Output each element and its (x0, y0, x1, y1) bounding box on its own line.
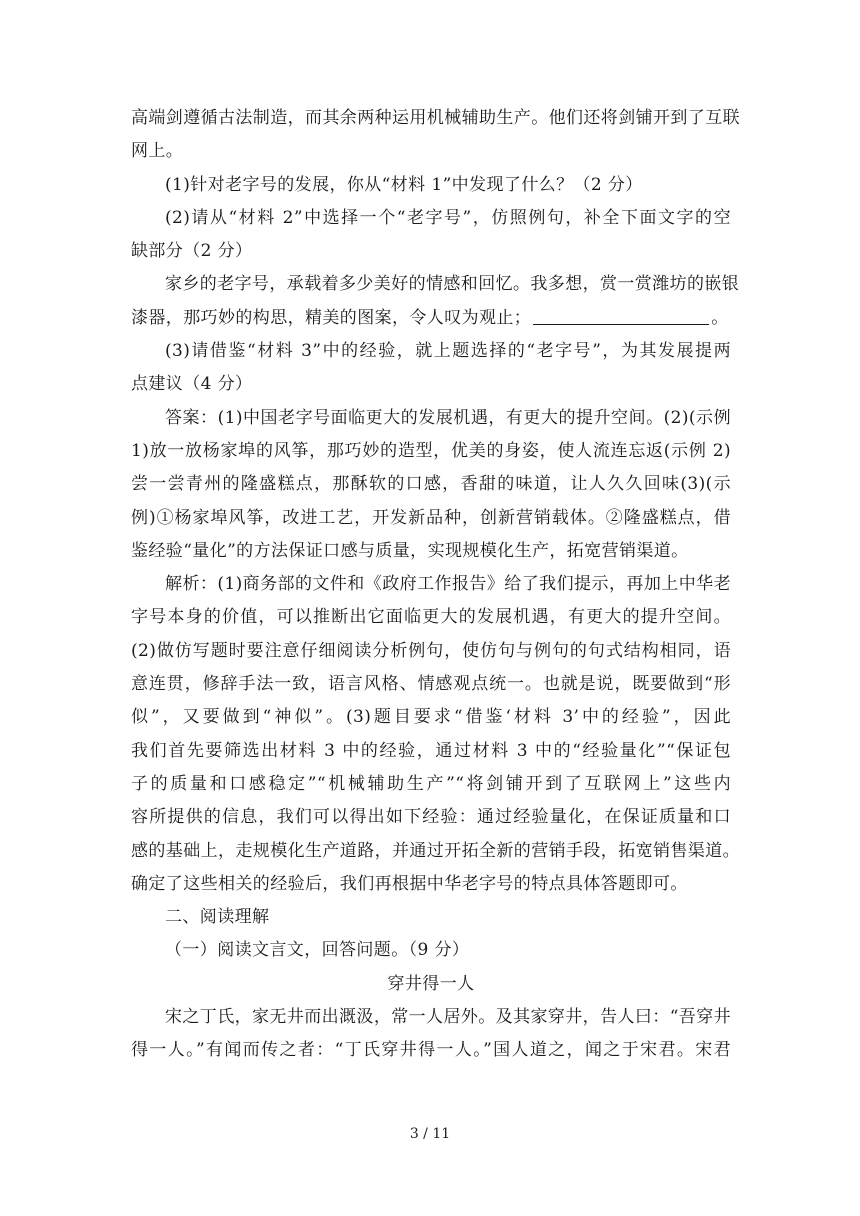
text-line: 缺部分（2 分） (131, 241, 253, 262)
text-line: 意连贯，修辞手法一致，语言风格、情感观点统一。也就是说，既要做到“形 (131, 674, 731, 695)
question-1: (1)针对老字号的发展，你从“材料 1”中发现了什么？（2 分） (165, 174, 643, 195)
passage-text: 宋之丁氏，家无井而出溉汲，常一人居外。及其家穿井，告人曰：“吾穿井 (165, 1007, 731, 1028)
section-heading: 二、阅读理解 (165, 907, 270, 928)
text-line: 得一人。”有闻而传之者：“丁氏穿井得一人。”国人道之，闻之于宋君。宋君 (131, 1040, 731, 1061)
page-number: 3 / 11 (409, 1126, 451, 1142)
text-span: 漆器，那巧妙的构思，精美的图案，令人叹为观止； (131, 307, 532, 328)
text-line: 感的基础上，走规模化生产道路，并通过开拓全新的营销手段，拓宽销售渠道。 (131, 840, 740, 861)
text-line: 1)放一放杨家埠的风筝，那巧妙的造型，优美的身姿，使人流连忘返(示例 2) (131, 440, 731, 461)
text-span: 。 (711, 307, 729, 328)
document-body (131, 102, 740, 1068)
text-line: 我们首先要筛选出材料 3 中的经验，通过材料 3 中的“经验量化”“保证包 (131, 740, 731, 761)
analysis-paragraph: 解析：(1)商务部的文件和《政府工作报告》给了我们提示，再加上中华老 (165, 574, 731, 595)
text-line: 高端剑遵循古法制造，而其余两种运用机械辅助生产。他们还将剑铺开到了互联 (131, 108, 740, 128)
example-sentence: 家乡的老字号，承载着多少美好的情感和回忆。我多想，赏一赏潍坊的嵌银 (165, 274, 740, 295)
text-line: 似”，又要做到“神似”。(3)题目要求“借鉴‘材料 3’中的经验”，因此 (131, 707, 731, 728)
answer-paragraph: 答案：(1)中国老字号面临更大的发展机遇，有更大的提升空间。(2)(示例 (165, 407, 731, 428)
question-3: (3)请借鉴“材料 3”中的经验，就上题选择的“老字号”，为其发展提两 (165, 341, 731, 362)
question-2: (2)请从“材料 2”中选择一个“老字号”，仿照例句，补全下面文字的空 (165, 207, 731, 228)
text-line: (2)做仿写题时要注意仔细阅读分析例句，使仿句与例句的句式结构相同，语 (131, 640, 731, 661)
example-sentence-end (131, 302, 731, 335)
passage-title: 穿井得一人 (387, 973, 475, 994)
subsection-heading: （一）阅读文言文，回答问题。（9 分） (165, 940, 470, 961)
text-line: 鉴经验“量化”的方法保证口感与质量，实现规模化生产，拓宽营销渠道。 (131, 540, 689, 561)
text-line: 容所提供的信息，我们可以得出如下经验：通过经验量化，在保证质量和口 (131, 807, 731, 828)
text-line: 子的质量和口感稳定”“机械辅助生产”“将剑铺开到了互联网上”这些内 (131, 773, 731, 794)
text-line: 字号本身的价值，可以推断出它面临更大的发展机遇，有更大的提升空间。 (131, 607, 731, 628)
text-line: 尝一尝青州的隆盛糕点，那酥软的口感，香甜的味道，让人久久回味(3)(示 (131, 474, 731, 495)
answer-blank (533, 306, 709, 325)
text-line: 点建议（4 分） (131, 374, 253, 395)
text-line: 例)①杨家埠风筝，改进工艺，开发新品种，创新营销载体。②隆盛糕点，借 (131, 507, 731, 528)
text-line: 网上。 (131, 141, 184, 162)
text-line: 确定了这些相关的经验后，我们再根据中华老字号的特点具体答题即可。 (131, 873, 688, 894)
